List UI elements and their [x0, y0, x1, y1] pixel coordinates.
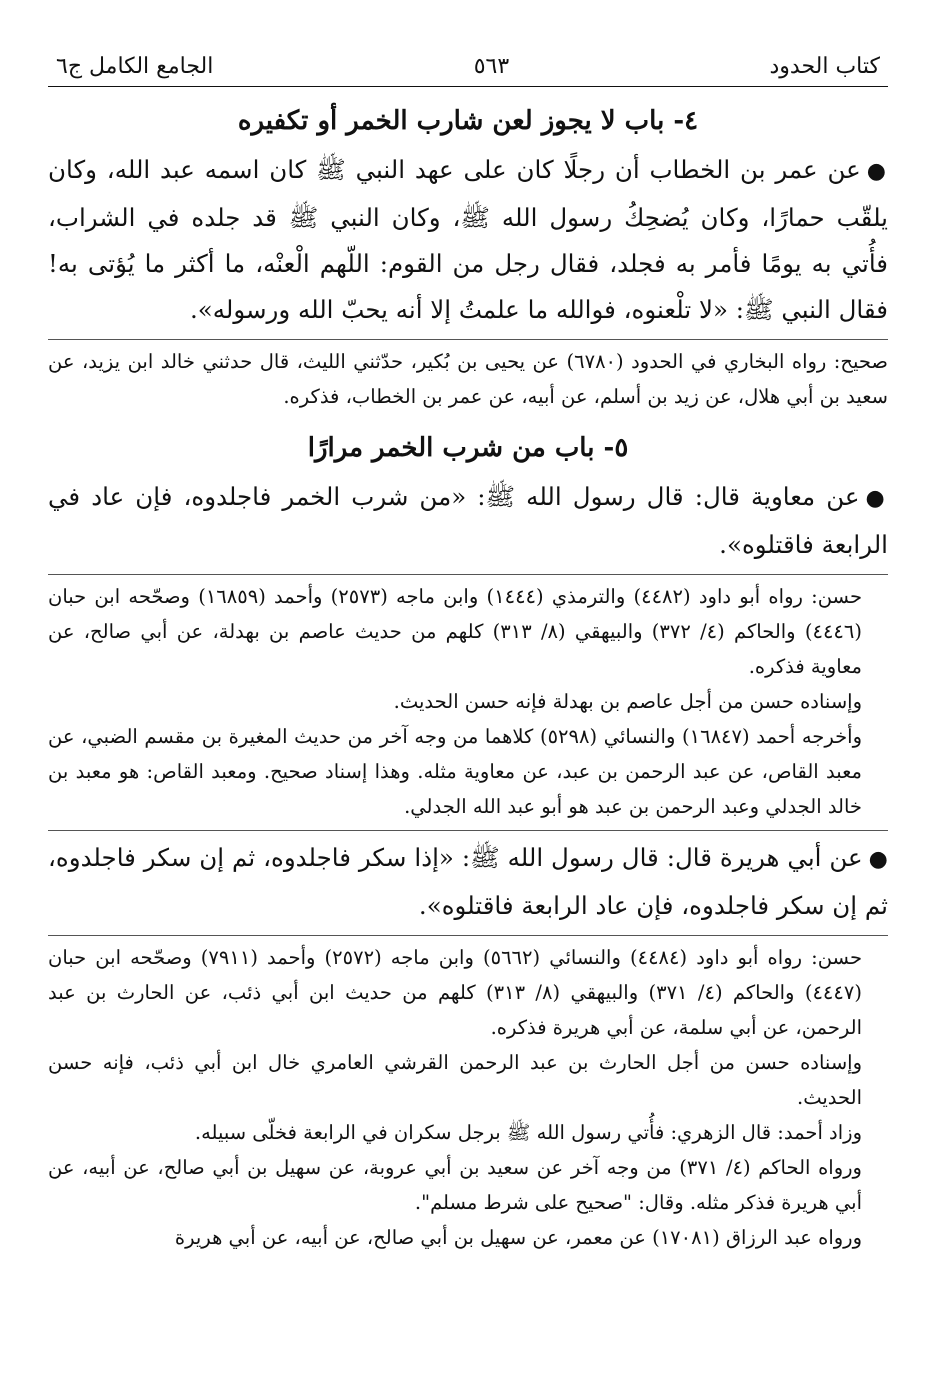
hadith-muawiya — [48, 474, 888, 568]
hadith-muawiya-text: عن معاوية قال: قال رسول الله ﷺ: «من شرب الخمر فاجلدوه، فإن عاد في الرابعة فاقتلوه». — [48, 482, 888, 559]
isnad-note-abu-hurayra: وإسناده حسن من أجل الحارث بن عبد الرحمن القرشي العامري خال ابن أبي ذئب، فإنه حسن الحديث. — [48, 1051, 862, 1109]
hadith-umar — [48, 147, 888, 333]
divider — [48, 339, 888, 340]
takhrij-umar: صحيح: رواه البخاري في الحدود (٦٧٨٠) عن يحيى بن بُكير، حدّثني الليث، قال حدثني خالد ابن يزيد، عن سعيد بن أبي هلال، عن زيد بن أسلم، عن أبيه، عن عمر بن الخطاب، فذكره. — [48, 350, 888, 408]
bullet-icon: ● — [866, 159, 888, 184]
divider — [48, 935, 888, 936]
abdurrazzaq-narration: ورواه عبد الرزاق (١٧٠٨١) عن معمر، عن سهيل بن أبي صالح، عن أبيه، عن أبي هريرة — [174, 1226, 862, 1249]
hadith-abu-hurayra-text: عن أبي هريرة قال: قال رسول الله ﷺ: «إذا سكر فاجلدوه، ثم إن سكر فاجلدوه، ثم إن سكر فاجلدوه، فإن عاد الرابعة فاقتلوه». — [48, 843, 888, 920]
book-title: كتاب الحدود — [769, 54, 880, 79]
isnad-note-muawiya: وإسناده حسن من أجل عاصم بن بهدلة فإنه حسن الحديث. — [393, 690, 862, 713]
page-number: ٥٦٣ — [473, 54, 510, 79]
hadith-abu-hurayra — [48, 835, 888, 929]
hadith-umar-text: عن عمر بن الخطاب أن رجلًا كان على عهد النبي ﷺ كان اسمه عبد الله، وكان يلقّب حمارًا، وكان يُضحِكُ رسول الله ﷺ، وكان النبي ﷺ قد جلده في الشراب، فأُتي به يومًا فأمر به فجلد، فقال رجل من القوم: اللّهم الْعنْه، ما أكثر ما يُؤتى به! فقال النبي ﷺ: «لا تلْعنوه، فوالله ما علمتُ إلا أنه يحبّ الله ورسوله». — [48, 155, 888, 324]
divider — [48, 830, 888, 831]
bullet-icon: ● — [868, 847, 888, 872]
chapter-5-title: ٥- باب من شرب الخمر مرارًا — [307, 433, 629, 463]
hakim-narration: ورواه الحاكم (٤/ ٣٧١) من وجه آخر عن سعيد بن أبي عروبة، عن سهيل بن أبي صالح، عن أبيه، عن أبي هريرة فذكر مثله. وقال: "صحيح على شرط مسلم". — [48, 1156, 862, 1214]
ahmad-addition: وزاد أحمد: قال الزهري: فأُتي رسول الله ﷺ برجل سكران في الرابعة فخلّى سبيله. — [194, 1121, 862, 1144]
running-header — [48, 52, 888, 87]
additional-takhrij-muawiya: وأخرجه أحمد (١٦٨٤٧) والنسائي (٥٢٩٨) كلاهما من وجه آخر من حديث المغيرة بن مقسم الضبي، عن معبد القاص، عن عبد الرحمن بن عبد، عن معاوية مثله. وهذا إسناد صحيح. ومعبد القاص: هو معبد بن خالد الجدلي وعبد الرحمن بن عبد هو أبو عبد الله الجدلي. — [48, 725, 862, 818]
takhrij-abu-hurayra: حسن: رواه أبو داود (٤٤٨٤) والنسائي (٥٦٦٢) وابن ماجه (٢٥٧٢) وأحمد (٧٩١١) وصحّحه ابن حبان (٤٤٤٧) والحاكم (٤/ ٣٧١) والبيهقي (٨/ ٣١٣) كلهم من حديث ابن أبي ذئب، عن الحارث بن عبد الرحمن، عن أبي سلمة، عن أبي هريرة فذكره. — [48, 946, 862, 1039]
bullet-icon: ● — [865, 486, 888, 511]
divider — [48, 574, 888, 575]
takhrij-muawiya: حسن: رواه أبو داود (٤٤٨٢) والترمذي (١٤٤٤) وابن ماجه (٢٥٧٣) وأحمد (١٦٨٥٩) وصحّحه ابن حبان (٤٤٤٦) والحاكم (٤/ ٣٧٢) والبيهقي (٨/ ٣١٣) كلهم من حديث عاصم بن بهدلة، عن أبي صالح، عن معاوية فذكره. — [48, 585, 863, 678]
chapter-4-title: ٤- باب لا يجوز لعن شارب الخمر أو تكفيره — [237, 106, 699, 136]
collection-title: الجامع الكامل ج٦ — [56, 54, 214, 79]
